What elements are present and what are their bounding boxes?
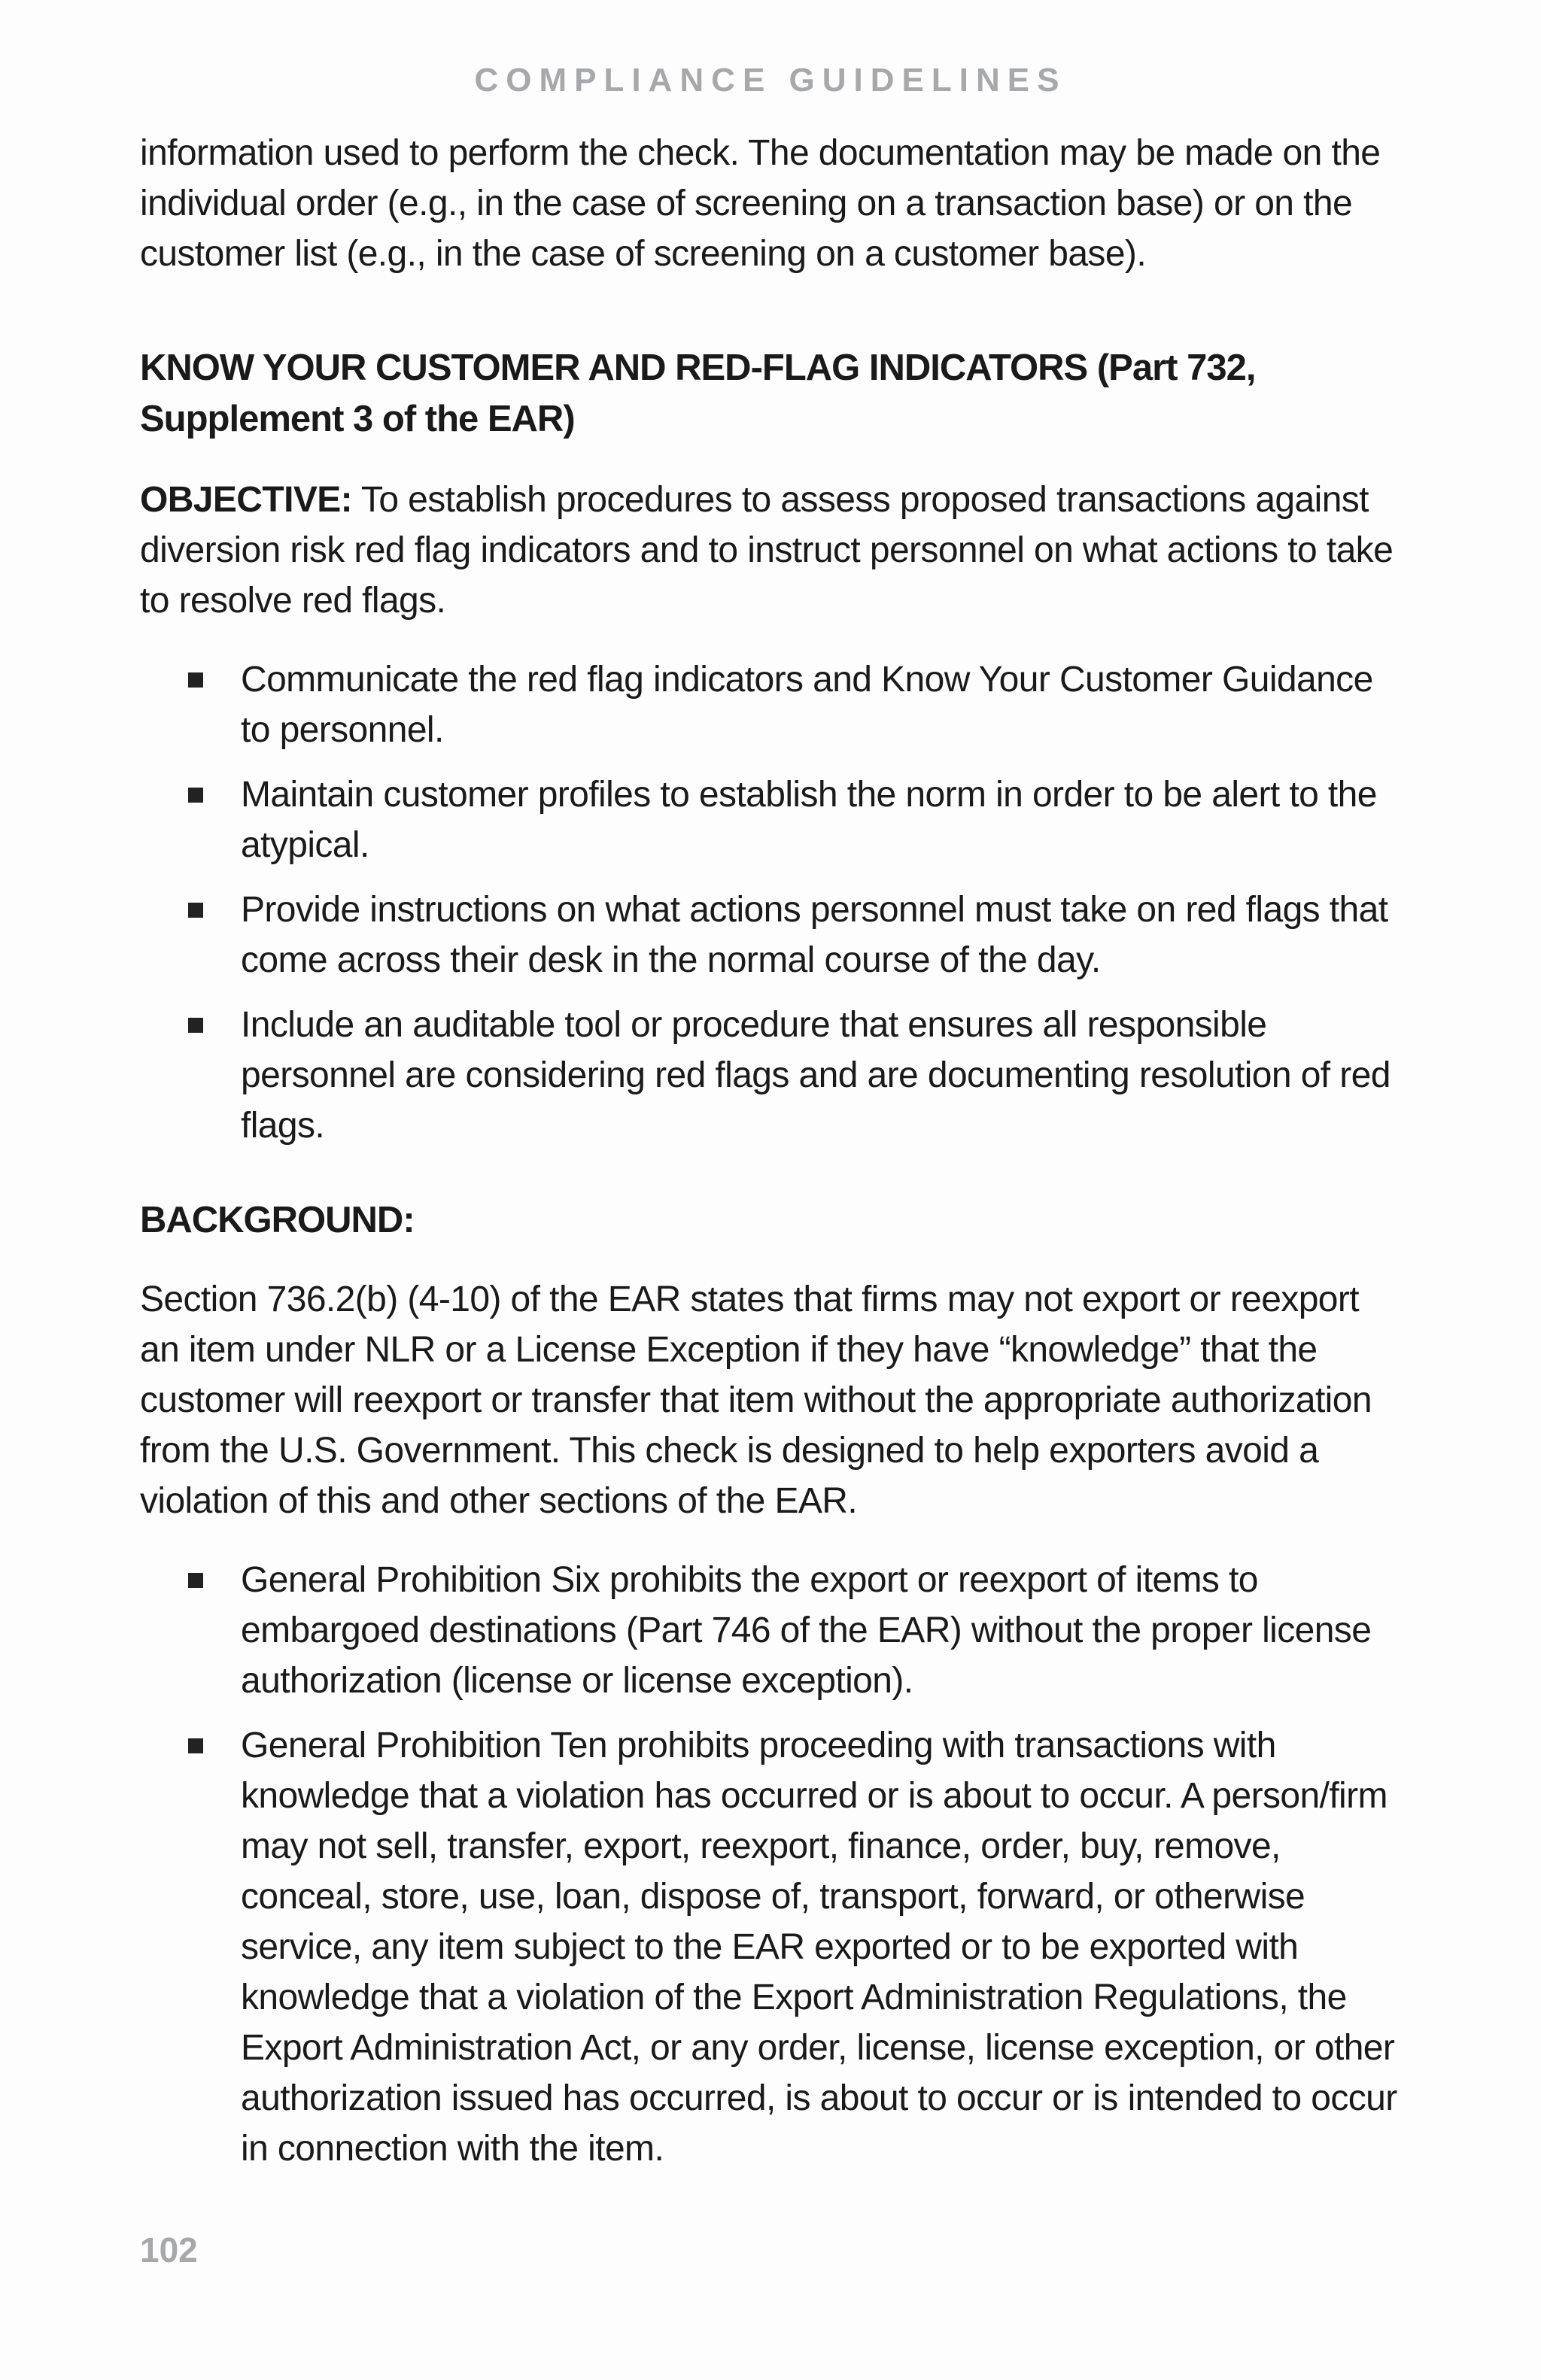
list-item-text: Provide instructions on what actions personnel must take on red flags that come across their desk in the normal course of the day.	[241, 890, 1388, 980]
list-item-text: Include an auditable tool or procedure that ensures all responsible personnel are considering red flags and are documenting resolution of red flags.	[241, 1005, 1391, 1146]
background-bullet-list	[140, 1555, 1404, 2174]
list-item	[241, 770, 1404, 870]
list-item	[241, 1555, 1404, 1706]
list-item	[241, 654, 1404, 755]
list-item-text: Communicate the red flag indicators and Know Your Customer Guidance to personnel.	[241, 660, 1373, 750]
square-bullet-icon	[188, 672, 203, 688]
square-bullet-icon	[188, 1018, 203, 1033]
list-item-text: Maintain customer profiles to establish the norm in order to be alert to the atypical.	[241, 775, 1377, 865]
list-item-text: General Prohibition Six prohibits the export or reexport of items to embargoed destinations (Part 746 of the EAR) without the proper license authorization (license or license exception).	[241, 1560, 1372, 1701]
list-item	[241, 885, 1404, 985]
background-heading: BACKGROUND:	[140, 1200, 415, 1240]
list-item	[241, 1000, 1404, 1151]
running-head: COMPLIANCE GUIDELINES	[474, 62, 1067, 99]
objective-text: To establish procedures to assess proposed transactions against diversion risk red flag indicators and to instruct personnel on what actions to take to resolve red flags.	[140, 480, 1394, 621]
page-content	[140, 128, 1404, 2218]
square-bullet-icon	[188, 788, 203, 803]
square-bullet-icon	[188, 1738, 203, 1753]
intro-paragraph: information used to perform the check. The documentation may be made on the individual order (e.g., in the case of screening on a transaction base) or on the customer list (e.g., in the case of screening on a customer base).	[140, 133, 1381, 274]
square-bullet-icon	[188, 1573, 203, 1588]
page-number: 102	[140, 2230, 198, 2269]
section-heading: KNOW YOUR CUSTOMER AND RED-FLAG INDICATORS (Part 732, Supplement 3 of the EAR)	[140, 348, 1256, 439]
objective-label: OBJECTIVE:	[140, 480, 353, 520]
square-bullet-icon	[188, 903, 203, 918]
objective-paragraph	[140, 475, 1404, 626]
list-item	[241, 1720, 1404, 2174]
objective-bullet-list	[140, 654, 1404, 1151]
list-item-text: General Prohibition Ten prohibits proceeding with transactions with knowledge that a violation has occurred or is about to occur. A person/firm may not sell, transfer, export, reexport, finance, order, buy, remove, conceal, store, use, loan, dispose of, transport, forward, or otherwise service, any item subject to the EAR exported or to be exported with knowledge that a violation of the Export Administration Regulations, the Export Administration Act, or any order, license, license exception, or other authorization issued has occurred, is about to occur or is intended to occur in connection with the item.	[241, 1726, 1397, 2169]
background-paragraph: Section 736.2(b) (4-10) of the EAR states that firms may not export or reexport an item under NLR or a License Exception if they have “knowledge” that the customer will reexport or transfer that item without the appropriate authorization from the U.S. Government. This check is designed to help exporters avoid a violation of this and other sections of the EAR.	[140, 1280, 1372, 1521]
